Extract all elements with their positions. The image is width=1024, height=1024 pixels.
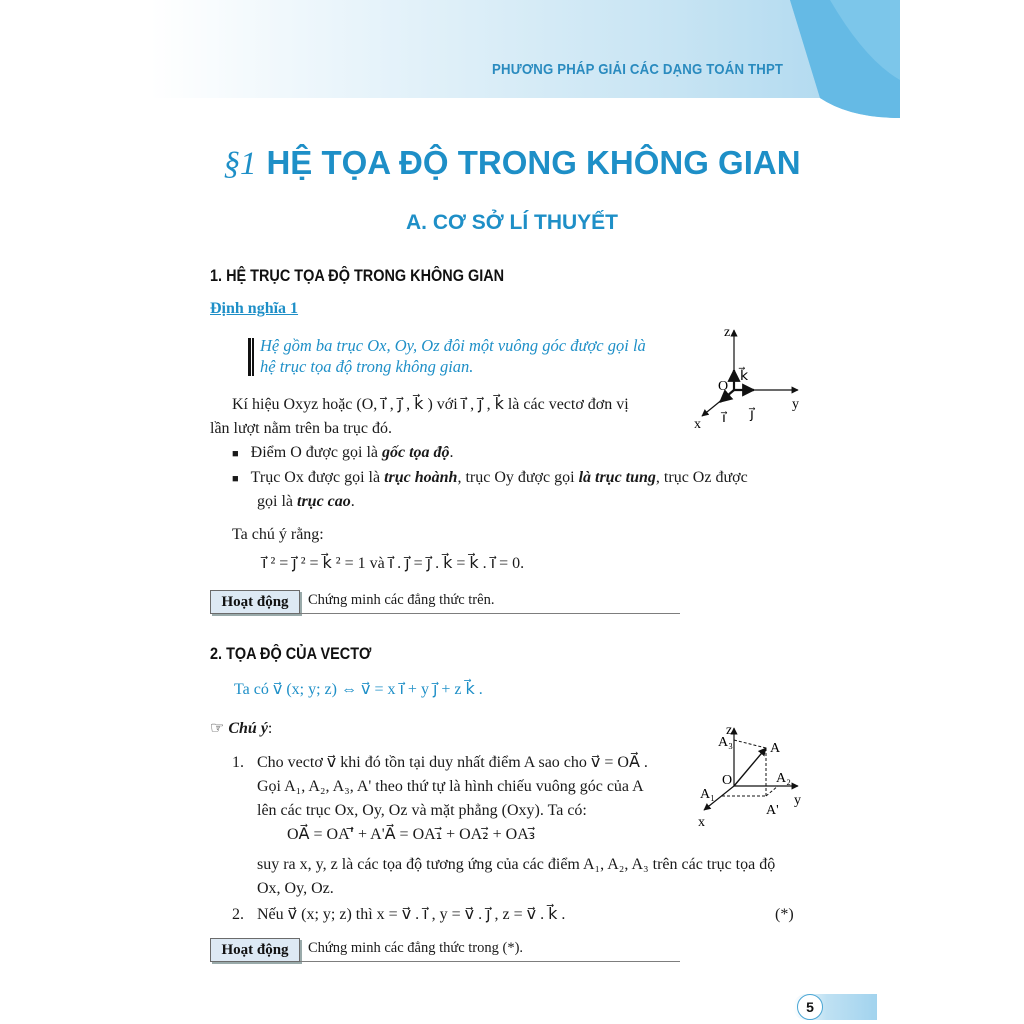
bullet-square-icon: ■	[232, 448, 239, 460]
item-1-line-5: Ox, Oy, Oz.	[257, 880, 334, 897]
pointing-hand-icon: ☞	[210, 720, 225, 737]
para1-line-2: lần lượt nằm trên ba trục đó.	[210, 420, 392, 437]
header-wave	[790, 0, 900, 118]
vector-definition: Ta có v⃗ (x; y; z) ⇔ v⃗ = x i⃗ + y j⃗ + z k⃗ .	[234, 681, 483, 698]
chapter-title	[0, 144, 1024, 183]
note-intro: Ta chú ý rằng:	[232, 526, 324, 543]
note-heading	[210, 717, 272, 741]
bullet-1-bold: gốc tọa độ	[381, 444, 450, 461]
fig1-j-label: j⃗	[750, 407, 754, 422]
bullet-2-post: .	[350, 493, 355, 510]
activity-1-text: Chứng minh các đẳng thức trên.	[308, 592, 495, 608]
bullet-2-mid2: , trục Oz được	[655, 469, 748, 486]
axes-figure-1	[688, 318, 818, 433]
fig1-o-label: O	[718, 379, 729, 394]
activity-2-line	[300, 961, 680, 962]
definition-line-1: Hệ gồm ba trục Ox, Oy, Oz đôi một vuông góc được gọi là	[260, 336, 646, 355]
item-2-number: 2.	[232, 906, 244, 923]
bullet-square-icon: ■	[232, 473, 239, 485]
fig2-a-label: A	[770, 741, 781, 756]
bullet-2-bold: trục hoành	[384, 469, 458, 486]
fig1-i-label: i⃗	[722, 411, 726, 426]
definition-text	[260, 335, 646, 377]
chapter-symbol: §1	[223, 146, 257, 182]
projection-line	[734, 740, 766, 748]
para1-line-1: Kí hiệu Oxyz hoặc (O, i⃗ , j⃗ , k⃗ ) với i⃗ , j⃗ , k⃗ là các vectơ đơn vị	[232, 396, 629, 413]
projection-line	[766, 786, 778, 796]
item-2-mark: (*)	[775, 906, 794, 923]
header-title: PHƯƠNG PHÁP GIẢI CÁC DẠNG TOÁN THPT	[492, 61, 784, 78]
fig1-x-label: x	[694, 417, 701, 432]
definition-bar	[248, 338, 254, 376]
item-1-equation: OA⃗ = OA'⃗ + A'A⃗ = OA₁⃗ + OA₂⃗ + OA₃⃗	[287, 826, 536, 843]
bullet-1-post: .	[449, 444, 454, 461]
bullet-2-line2-pre: gọi là	[257, 493, 297, 510]
section-a-title: A. CƠ SỞ LÍ THUYẾT	[406, 211, 618, 234]
activity-1-line	[300, 613, 680, 614]
fig2-aprime-label: A'	[766, 803, 779, 818]
fig1-k-label: k⃗	[740, 369, 749, 384]
bullet-1-pre: Điểm O được gọi là	[250, 444, 382, 461]
fig2-a1-label: A₁	[700, 787, 715, 802]
fig2-z-label: z	[726, 723, 733, 738]
fig2-x-label: x	[698, 815, 705, 830]
bullet-1	[232, 441, 454, 466]
bullet-2-mid: , trục Oy được gọi	[457, 469, 579, 486]
fig2-a2-label: A₂	[776, 771, 791, 786]
axes-figure-2	[690, 716, 820, 834]
fig1-z-label: z	[724, 325, 731, 340]
identity-equation: i⃗ ² = j⃗ ² = k⃗ ² = 1 và i⃗ . j⃗ = j⃗ . k⃗ = k⃗ . i⃗ = 0.	[262, 555, 525, 572]
fig2-y-label: y	[794, 793, 801, 808]
fig1-y-label: y	[792, 397, 799, 412]
bullet-2-pre: Trục Ox được gọi là	[250, 469, 385, 486]
bullet-2-bold3: trục cao	[297, 493, 351, 510]
activity-2-text: Chứng minh các đẳng thức trong (*).	[308, 940, 524, 956]
bullet-2-bold2: là trục tung	[578, 469, 656, 486]
item-1-line-1: Cho vectơ v⃗ khi đó tồn tại duy nhất điểm A sao cho v⃗ = OA⃗ .	[257, 754, 648, 771]
bullet-2	[232, 466, 822, 491]
bullet-2-line-2	[257, 490, 355, 514]
item-2-line-1: Nếu v⃗ (x; y; z) thì x = v⃗ . i⃗ , y = v⃗ . j⃗ , z = v⃗ . k⃗ .	[257, 906, 566, 923]
definition-line-2: hệ trục tọa độ trong không gian.	[260, 357, 474, 376]
item-1-number: 1.	[232, 754, 244, 771]
item-1-line-4: suy ra x, y, z là các tọa độ tương ứng của các điểm A₁, A₂, A₃ trên các trục tọa độ	[257, 856, 776, 873]
item-1-line-2: Gọi A₁, A₂, A₃, A' theo thứ tự là hình chiếu vuông góc của A	[257, 778, 644, 795]
definition-label: Định nghĩa 1	[210, 300, 299, 317]
heading-2: 2. TỌA ĐỘ CỦA VECTƠ	[210, 644, 372, 663]
activity-1-label: Hoạt động	[210, 590, 300, 614]
page-number: 5	[797, 994, 823, 1020]
activity-2-label: Hoạt động	[210, 938, 300, 962]
fig2-a3-label: A₃	[718, 735, 733, 750]
note-label: Chú ý	[228, 720, 268, 737]
note-colon: :	[267, 720, 273, 737]
chapter-title-text: HỆ TỌA ĐỘ TRONG KHÔNG GIAN	[266, 144, 801, 181]
heading-1: 1. HỆ TRỤC TỌA ĐỘ TRONG KHÔNG GIAN	[210, 266, 505, 285]
fig2-o-label: O	[722, 773, 733, 788]
oa-vector	[734, 748, 766, 786]
item-1-line-3: lên các trục Ox, Oy, Oz và mặt phẳng (Oxy). Ta có:	[257, 802, 587, 819]
header-band	[150, 0, 900, 98]
